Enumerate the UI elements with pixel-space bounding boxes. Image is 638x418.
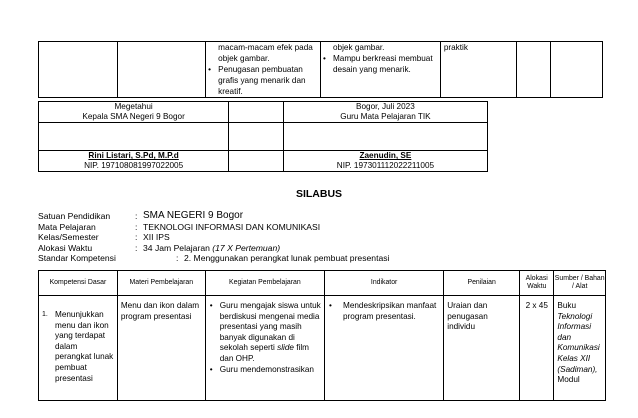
column-header: Sumber / Bahan / Alat — [554, 271, 606, 296]
info-value: SMA NEGERI 9 Bogor — [143, 210, 244, 221]
place-date: Bogor, Juli 2023 — [356, 102, 415, 111]
list-item — [208, 301, 322, 365]
teacher-title: Guru Mata Pelajaran TIK — [340, 112, 431, 121]
table-row — [39, 123, 488, 151]
column-header: Materi Pembelajaran — [117, 271, 205, 296]
activity-text: film dan OHP. — [219, 343, 309, 363]
table-row — [39, 102, 488, 123]
activity-text: Guru mengajak siswa untuk berdiskusi mengenai media presentasi yang masih banyak digunakan di sekolah seperti — [219, 301, 321, 353]
competency-text: Menunjukkan menu dan ikon yang terdapat dalam perangkat lunak pembuat presentasi — [55, 310, 114, 383]
teacher-nip: NIP. 197301112022211005 — [336, 161, 435, 170]
column-header: Kompetensi Dasar — [39, 271, 118, 296]
table-cell — [550, 42, 602, 98]
info-label: Alokasi Waktu — [38, 242, 93, 253]
info-value: 2. Menggunakan perangkat lunak pembuat presentasi — [184, 253, 390, 264]
column-header: Indikator — [325, 271, 444, 296]
competency-cell — [39, 296, 118, 401]
signature-space — [39, 123, 229, 151]
signature-table — [38, 101, 488, 172]
info-value-text: 34 Jam Pelajaran — [143, 242, 210, 253]
acknowledged-label: Megetahui — [114, 102, 153, 111]
table-cell: praktik — [440, 42, 517, 98]
info-label: Kelas/Semester — [38, 232, 99, 243]
info-separator: : — [176, 253, 179, 264]
assessment-text: Uraian dan penugasan individu — [447, 301, 488, 332]
source-text-italic: Teknologi Informasi dan Komunikasi Kelas XII (Sadiman), — [557, 311, 600, 374]
list-item: macam-macam efek pada objek gambar. — [218, 43, 313, 63]
info-separator: : — [135, 242, 138, 253]
list-item: • Mampu berkreasi membuat desain yang menarik. — [321, 53, 440, 75]
info-value-italic: (17 X Pertemuan) — [212, 242, 281, 253]
time-allocation-cell — [520, 296, 554, 401]
activity-cell — [205, 296, 324, 401]
material-cell — [117, 296, 205, 401]
info-label: Mata Pelajaran — [38, 221, 96, 232]
headmaster-name-cell — [39, 151, 229, 172]
table-cell — [117, 42, 206, 98]
info-separator: : — [135, 221, 138, 232]
info-separator: : — [135, 211, 138, 221]
teacher-name-cell — [283, 151, 487, 172]
headmaster-heading-cell — [39, 102, 229, 123]
assessment-cell — [444, 296, 520, 401]
column-header: Penilaian — [444, 271, 520, 296]
list-item: • Mendeskripsikan manfaat program presentasi. — [327, 301, 441, 322]
info-separator: : — [135, 232, 138, 243]
signature-space — [283, 123, 487, 151]
info-value: TEKNOLOGI INFORMASI DAN KOMUNIKASI — [143, 221, 321, 232]
teacher-heading-cell — [283, 102, 487, 123]
column-header: Alokasi Waktu — [520, 271, 554, 296]
headmaster-nip: NIP. 197108081997022005 — [84, 161, 184, 170]
competency-number: 1. — [42, 311, 48, 318]
table-row — [39, 42, 603, 98]
indicator-cell — [325, 296, 444, 401]
info-value — [143, 243, 280, 254]
teacher-name: Zaenudin, SE — [359, 151, 412, 160]
list-item: objek gambar. — [332, 43, 385, 52]
table-cell — [39, 42, 118, 98]
table-cell — [229, 123, 284, 151]
table-header-row — [39, 271, 606, 296]
source-text: Modul — [557, 375, 580, 385]
info-value: XII IPS — [143, 232, 170, 243]
source-cell — [554, 296, 606, 401]
column-header: Kegiatan Pembelajaran — [205, 271, 324, 296]
list-item: • Penugasan pembuatan grafis yang menarik dan kreatif. — [206, 64, 320, 97]
page-title: SILABUS — [295, 188, 343, 200]
continued-syllabus-table — [38, 41, 603, 98]
table-row — [39, 151, 488, 172]
table-row — [39, 296, 606, 401]
material-text: Menu dan ikon dalam program presentasi — [120, 301, 200, 321]
activity-text-italic: slide — [277, 343, 294, 353]
info-label: Standar Kompetensi — [38, 253, 116, 264]
table-cell — [206, 42, 321, 98]
list-item: • Guru mendemonstrasikan — [208, 365, 322, 376]
table-cell — [320, 42, 440, 98]
time-allocation-text: 2 x 45 — [525, 301, 548, 310]
table-cell — [229, 102, 284, 123]
source-text: Buku — [557, 301, 577, 310]
info-label: Satuan Pendidikan — [38, 211, 111, 221]
headmaster-name: Rini Listari, S.Pd, M.P.d — [88, 151, 179, 160]
table-cell — [517, 42, 550, 98]
syllabus-table — [38, 270, 606, 401]
table-cell — [229, 151, 284, 172]
headmaster-title: Kepala SMA Negeri 9 Bogor — [82, 112, 185, 121]
